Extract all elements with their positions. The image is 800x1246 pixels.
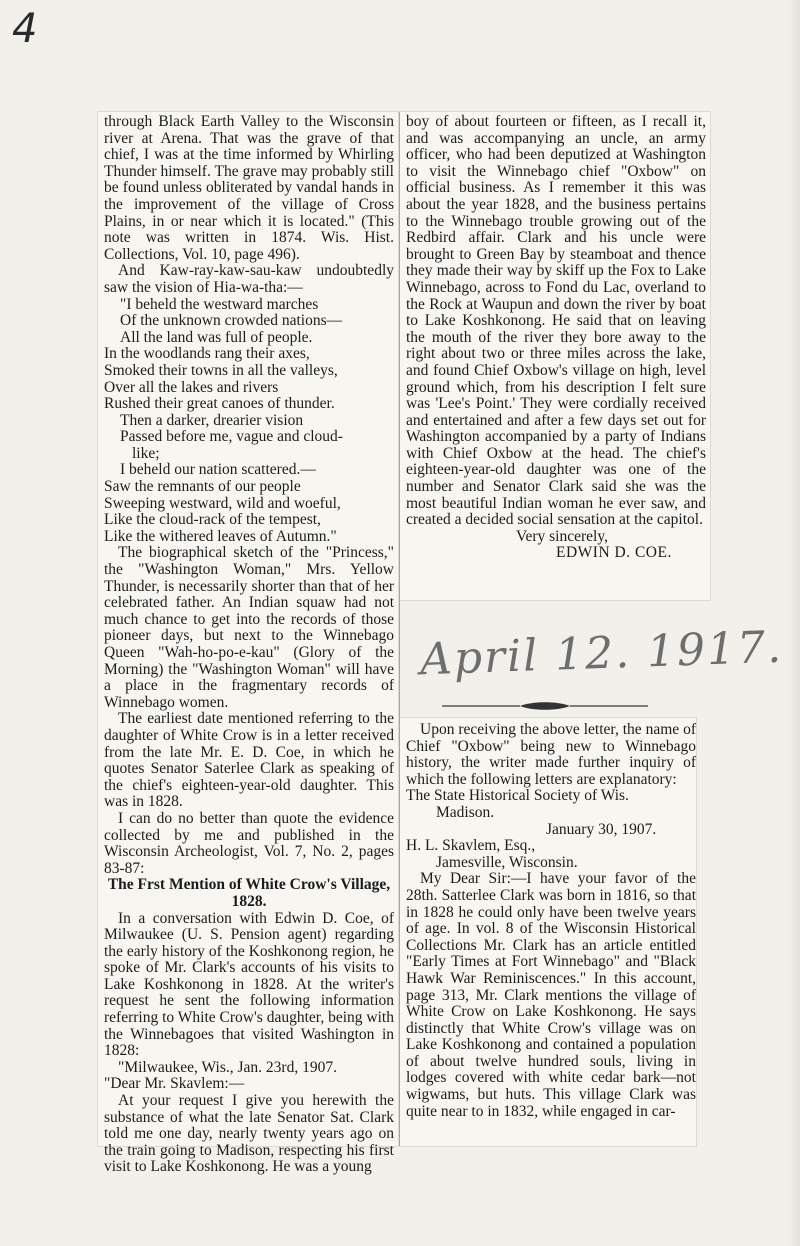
column-rule bbox=[399, 112, 400, 1146]
letter-signature: EDWIN D. COE. bbox=[556, 544, 672, 562]
poem-line: In the woodlands rang their axes, bbox=[104, 345, 310, 363]
poem-line: I beheld our nation scattered.— bbox=[120, 461, 316, 479]
poem-line: All the land was full of people. bbox=[120, 328, 313, 346]
paragraph-conversation: In a conversation with Edwin D. Coe, of Milwaukee (U. S. Pension agent) regarding the early history of the Koshkonong region, he spoke of Mr. Clark's accounts of his visits to Lake Koshkonong in 1828. At the writer's request he sent the following information referring to White Crow's daughter, being with the Winnebagoes that visited Washington in 1828: bbox=[104, 909, 394, 1060]
paragraph-upon-receiving: Upon receiving the above letter, the name of Chief "Oxbow" being new to Winnebago history, the writer made further inquiry of which the following letters are explanatory: bbox=[406, 721, 696, 788]
poem-line: Sweeping westward, wild and woeful, bbox=[104, 494, 341, 512]
poem-line: Smoked their towns in all the valleys, bbox=[104, 361, 338, 379]
separator-ornament bbox=[440, 700, 650, 712]
paragraph-biographical-sketch: The biographical sketch of the "Princess," the "Washington Woman," Mrs. Yellow Thunder, is necessarily shorter than that of her celebrated father. An Indian squaw had not much chance to get into the records of those pioneer days, but next to the Winnebago Queen "Wah-ho-po-e-kau" (Glory of the Morning) the "Washington Woman" will have a place in the fragmentary records of Winnebago women. bbox=[104, 544, 394, 711]
page-number: 4 bbox=[12, 6, 39, 52]
poem-line: Of the unknown crowded nations— bbox=[120, 312, 343, 330]
letter-salutation: "Dear Mr. Skavlem:— bbox=[104, 1075, 245, 1093]
poem-line: Passed before me, vague and cloud- bbox=[120, 428, 343, 446]
letter-addressee1: H. L. Skavlem, Esq., bbox=[406, 837, 536, 855]
poem-line: Like the withered leaves of Autumn." bbox=[104, 527, 337, 545]
poem-line: Over all the lakes and rivers bbox=[104, 378, 279, 396]
paragraph-letter-continued: boy of about fourteen or fifteen, as I recall it, and was accompanying an uncle, an army officer, who had been deputized at Washington to visit the Winnebago chief "Oxbow" on official business. As I remember it this was about the year 1828, and the business pertains to the Winnebago trouble growing out of the Redbird affair. Clark and his uncle were brought to Green Bay by steamboat and thence they made their way by skiff up the Fox to Lake Winnebago, across to Fond du Lac, overland to the Rock at Waupun and down the river by boat to Lake Koshkonong. He said that on leaving the mouth of the river they bore away to the right about two or three miles across the lake, and found Chief Oxbow's village on high, level ground which, from his description I felt sure was 'Lee's Point.' They were cordially received and entertained and after a few days set out for Washington accompanied by a party of Indians with Chief Oxbow at the head. The chief's eighteen-year-old daughter was one of the number and Senator Clark said she was the most beautiful Indian woman he ever saw, and created a decided social sensation at the capitol. bbox=[406, 113, 706, 529]
paragraph-historical-society-reply: My Dear Sir:—I have your favor of the 28th. Satterlee Clark was born in 1816, so that in 1828 he could only have been twelve years of age. In vol. 8 of the Wisconsin Historical Collections Mr. Clark has an article entitled "Early Times at Fort Winnebago" and "Black Hawk War Reminiscences." In this account, page 313, Mr. Clark mentions the village of White Crow on Lake Koshkonong. He says distinctly that White Crow's village was on Lake Koshkonong and contained a population of about twelve hundred souls, living in lodges covered with white cedar bark—not wigwams, but huts. This village Clark was quite near to in 1832, while engaged in car- bbox=[406, 870, 696, 1120]
letter-closing: Very sincerely, bbox=[516, 527, 608, 545]
paragraph-earliest-date: The earliest date mentioned referring to the daughter of White Crow is in a letter received from the late Mr. E. D. Coe, in which he quotes Senator Saterlee Clark as speaking of the chief's eighteen-year-old daughter. This was in 1828. bbox=[104, 710, 394, 811]
poem-line: Rushed their great canoes of thunder. bbox=[104, 395, 335, 413]
paragraph-vision-intro: And Kaw-ray-kaw-sau-kaw undoubtedly saw the vision of Hia-wa-tha:— bbox=[104, 262, 394, 296]
poem-line: Then a darker, drearier vision bbox=[120, 411, 304, 429]
letter-date: January 30, 1907. bbox=[546, 820, 657, 838]
letter-dateline: "Milwaukee, Wis., Jan. 23rd, 1907. bbox=[118, 1058, 337, 1076]
poem bbox=[104, 297, 394, 546]
handwritten-date: April 12. 1917. bbox=[419, 621, 784, 686]
left-column bbox=[104, 114, 394, 1176]
paragraph-quote-evidence: I can do no better than quote the evidence collected by me and published in the Wisconsin Archeologist, Vol. 7, No. 2, pages 83-87: bbox=[104, 809, 394, 877]
paragraph-letter-body: At your request I give you herewith the substance of what the late Senator Sat. Clark told me one day, nearly twenty years ago on the train going to Madison, respecting his first visit to Lake Koshkonong. He was a young bbox=[104, 1092, 394, 1176]
poem-line: Like the cloud-rack of the tempest, bbox=[104, 511, 321, 529]
section-heading: The Frst Mention of White Crow's Village, 1828. bbox=[107, 876, 391, 910]
letter-sender-line2: Madison. bbox=[436, 803, 495, 821]
scan-edge bbox=[786, 0, 800, 1246]
right-column-top bbox=[406, 114, 706, 562]
paragraph-grave: through Black Earth Valley to the Wisconsin river at Arena. That was the grave of that chief, I was at the time informed by Whirling Thunder himself. The grave may probably still be found unless obliterated by vandal hands in the improvement of the village of Cross Plains, in or near which it is located." (This note was written in 1874. Wis. Hist. Collections, Vol. 10, page 496). bbox=[104, 113, 394, 263]
poem-line: Saw the remnants of our people bbox=[104, 478, 301, 496]
letter-sender-line1: The State Historical Society of Wis. bbox=[406, 787, 629, 805]
poem-line: "I beheld the westward marches bbox=[120, 295, 319, 313]
poem-line: like; bbox=[132, 444, 160, 462]
right-column-bottom bbox=[406, 722, 696, 1120]
letter-addressee2: Jamesville, Wisconsin. bbox=[436, 853, 578, 871]
